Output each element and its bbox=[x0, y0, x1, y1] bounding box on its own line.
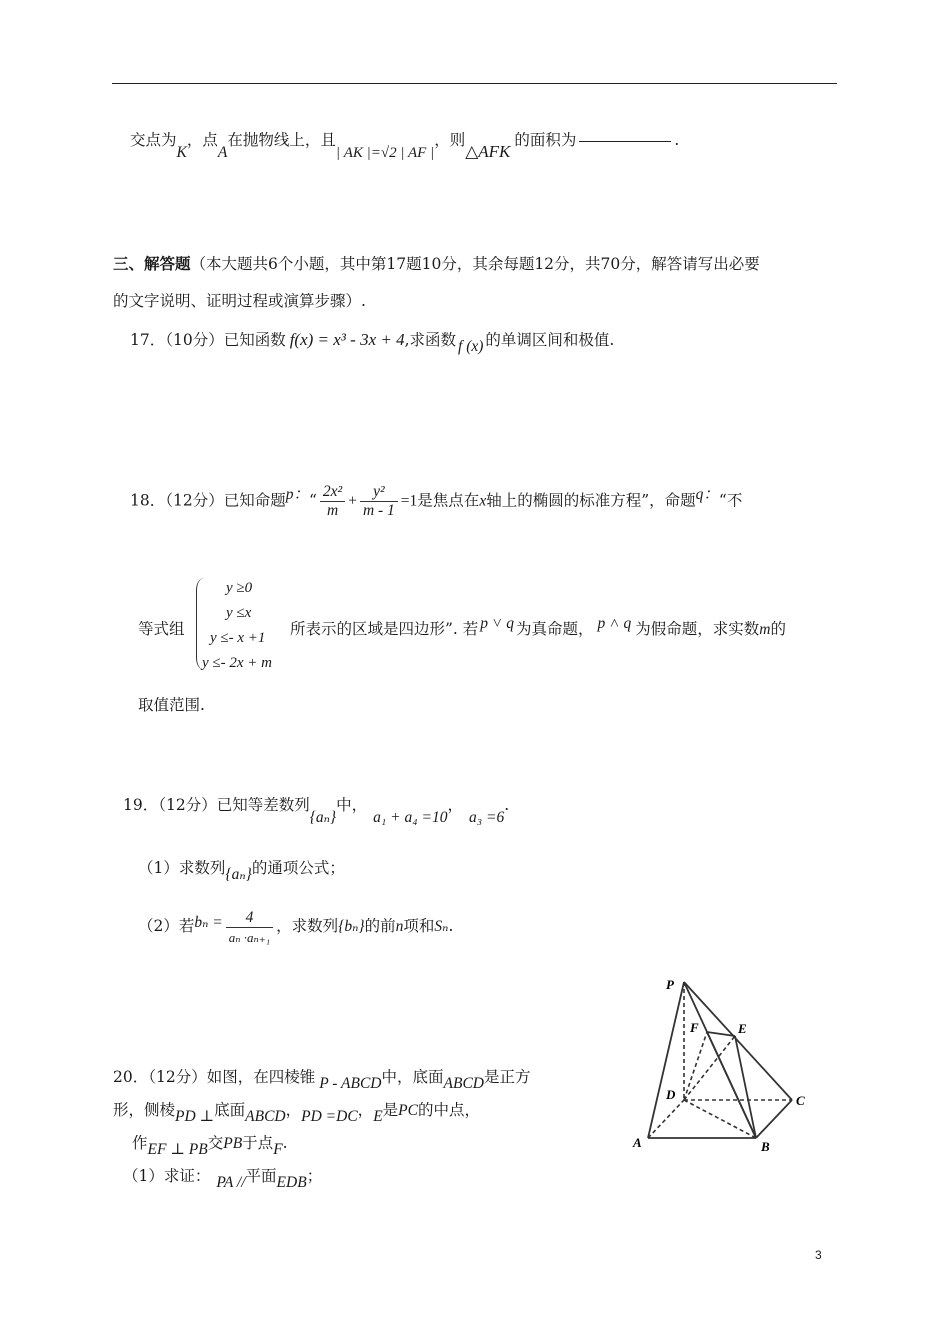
section-title: 三、解答题 bbox=[113, 254, 191, 273]
question-19: 19．（12分）已知等差数列{aₙ}中，a₁ + a₄ =10，a₃ =6. bbox=[123, 796, 510, 826]
q18-ineq-label: 等式组 bbox=[138, 620, 185, 638]
system-line-1: y ≥0 bbox=[226, 580, 253, 596]
pyramid-figure bbox=[620, 965, 825, 1160]
q19-part-1: （1）求数列{aₙ}的通项公式； bbox=[138, 859, 345, 883]
q19-part-2: （2）若bₙ = $\frac{4}{\text{aₙ ·aₙ₊₁}}$ ，求数列{bₙ}的前n项和Sₙ. bbox=[138, 909, 454, 945]
q18-line-3: 取值范围. bbox=[138, 696, 205, 714]
frac-2: $\frac{\text{y²}}{m - 1}$ bbox=[360, 484, 398, 518]
section-heading bbox=[113, 252, 760, 274]
system-line-2: y ≤x bbox=[226, 605, 252, 621]
label-c: C bbox=[796, 1093, 805, 1108]
answer-blank bbox=[579, 140, 671, 142]
system-line-4: y ≤- 2x + m bbox=[202, 655, 272, 671]
question-17: 17．（10分）已知函数 f(x) = x³ - 3x + 4,求函数 f (x) 的单调区间和极值. bbox=[130, 330, 615, 355]
frac-bn: $\frac{4}{\text{aₙ ·aₙ₊₁}}$ bbox=[226, 910, 273, 944]
system-line-3: y ≤- x +1 bbox=[210, 630, 266, 646]
label-f: F bbox=[690, 1020, 699, 1035]
label-e: E bbox=[738, 1021, 747, 1036]
question-18: 18．（12分）已知命题p：“ $\frac{\text{2x²}}{m}$ + $\frac{\text{y²}}{m - 1}$ =1是焦点在x轴上的椭圆的标准方程”，命题q：“不 bbox=[130, 483, 743, 519]
section-desc-2: 的文字说明、证明过程或演算步骤）. bbox=[113, 292, 366, 310]
header-rule bbox=[112, 83, 837, 84]
q16-continuation: 交点为K，点A在抛物线上，且| AK |=√2 | AF |，则△AFK的面积为 . bbox=[130, 131, 680, 161]
frac-1: $\frac{\text{2x²}}{m}$ bbox=[320, 484, 345, 518]
label-a: A bbox=[633, 1135, 642, 1150]
label-d: D bbox=[666, 1087, 676, 1102]
label-b: B bbox=[761, 1139, 770, 1154]
section-desc: （本大题共6个小题，其中第17题10分，其余每题12分，共70分，解答请写出必要 bbox=[190, 255, 760, 273]
question-20-line-1: 20．（12分）如图，在四棱锥 P - ABCD中，底面ABCD是正方 bbox=[113, 1068, 531, 1092]
question-20-line-3: 作EF ⊥ PB交PB于点F. bbox=[132, 1134, 288, 1158]
page-number: 3 bbox=[815, 1248, 822, 1262]
q18-line-2: 所表示的区域是四边形”. 若 p ˅ q 为真命题， p ˄ q 为假命题，求实数m的 bbox=[290, 615, 786, 638]
question-20-part-1: （1）求证： PA //平面EDB； bbox=[123, 1167, 323, 1191]
label-p: P bbox=[666, 977, 674, 992]
question-20-line-2: 形，侧棱PD ⊥底面ABCD，PD =DC，E是PC的中点， bbox=[113, 1101, 480, 1125]
